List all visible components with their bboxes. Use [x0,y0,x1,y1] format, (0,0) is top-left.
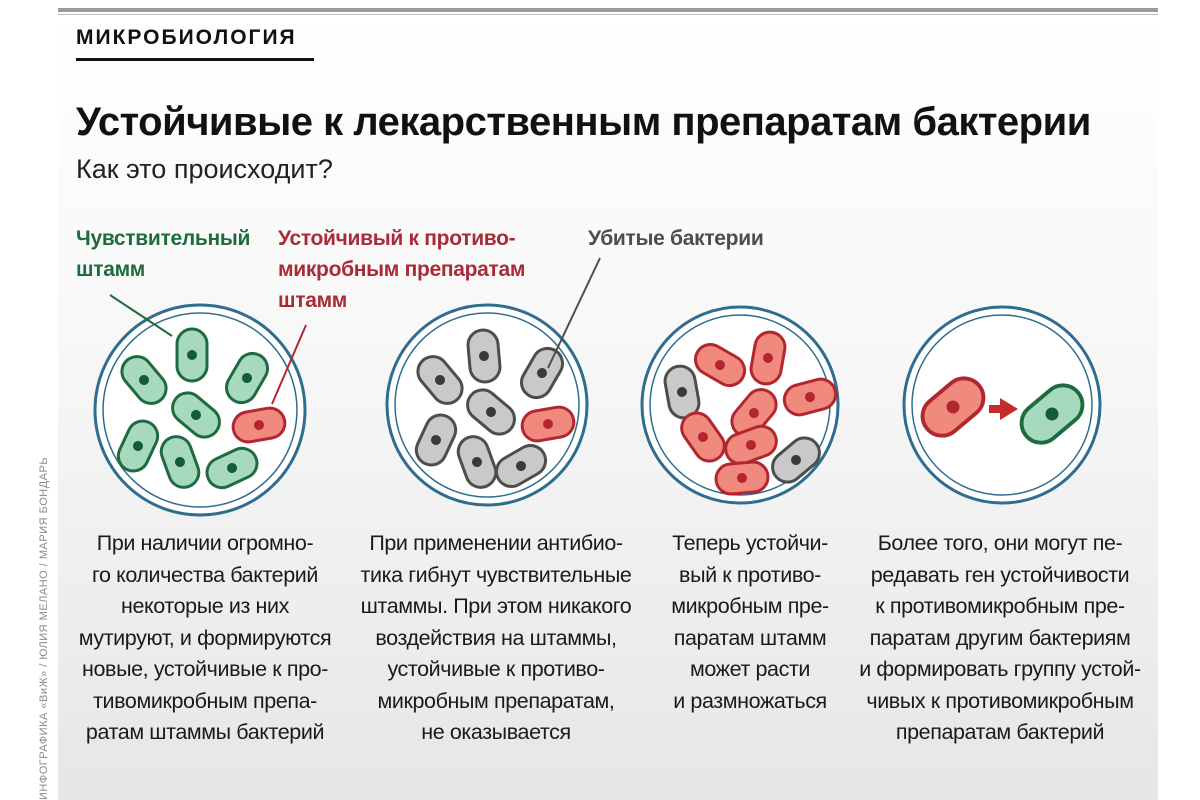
label-sensitive-strain: Чувствительный штамм [76,227,251,281]
dish-step-2 [387,305,587,505]
credit-line: ИНФОГРАФИКА «ВиЖ» / ЮЛИЯ МЕЛАНО / МАРИЯ БОНДАРЬ [38,456,50,800]
label-killed-bacteria: Убитые бактерии [588,227,764,250]
caption-step-2: При применении антибио- тика гибнут чувствительные штаммы. При этом никакого воздействия на штаммы, устойчивые к противо- микробным препаратам, не оказывается [360,531,632,744]
sensitive-bacterium [177,329,207,381]
resistant-bacterium [715,461,769,495]
dish-step-1 [95,305,305,515]
page-title: Устойчивые к лекарственным препаратам бактерии [76,100,1091,144]
caption-step-4: Более того, они могут пе- редавать ген устойчивости к противомикробным пре- паратам другим бактериям и формировать группу устой- чивых к противомикробным препаратам бактерий [859,531,1141,744]
caption-step-1: При наличии огромно- го количества бактерий некоторые из них мутируют, и формируются новые, устойчивые к про- тивомикробным препа- ратам штаммы бактерий [78,531,332,744]
label-resistant-strain: Устойчивый к противо- микробным препаратам штамм [278,227,526,312]
killed-bacterium [467,329,501,383]
dish-step-3 [642,307,839,503]
page-subtitle: Как это происходит? [76,154,333,184]
caption-step-3: Теперь устойчи- вый к противо- микробным пре- паратам штамм может расти и размножаться [671,531,829,713]
section-label: МИКРОБИОЛОГИЯ [76,26,297,49]
leader-line-killed [548,258,600,368]
